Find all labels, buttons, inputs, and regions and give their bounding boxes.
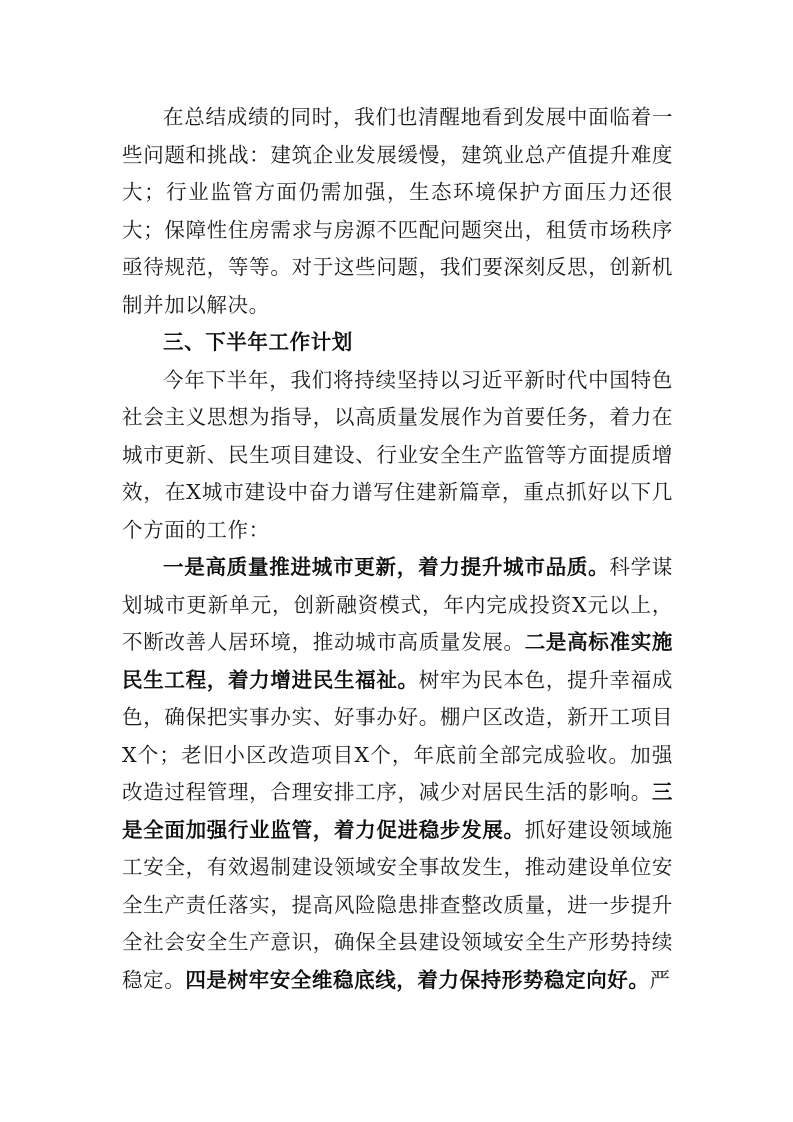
- paragraph-challenges: 在总结成绩的同时，我们也清醒地看到发展中面临着一些问题和挑战：建筑企业发展缓慢，建筑业总产值提升难度大；行业监管方面仍需加强，生态环境保护方面压力还很大；保障性住房需求与房源不匹配问题突出，租赁市场秩序亟待规范，等等。对于这些问题，我们要深刻反思，创新机制并加以解决。: [122, 105, 673, 317]
- item-4-body: 严: [649, 967, 671, 992]
- item-3-title: 三是全面加强行业监管，着力促进稳步发展。: [122, 780, 673, 842]
- paragraph-plan-items: [122, 549, 673, 999]
- item-3-body: 抓好建设领域施工安全，有效遏制建设领域安全事故发生，推动建设单位安全生产责任落实，提高风险隐患排查整改质量，进一步提升全社会安全生产意识，确保全县建设领域安全生产形势持续稳定。: [122, 817, 673, 992]
- item-2-title: 二是高标准实施民生工程，着力增进民生福祉。: [122, 630, 673, 692]
- section-heading: 三、下半年工作计划: [163, 330, 353, 354]
- item-4-title: 四是树牢安全维稳底线，着力保持形势稳定向好。: [185, 967, 650, 992]
- item-1-body: 科学谋划城市更新单元，创新融资模式，年内完成投资X元以上，不断改善人居环境，推动城市高质量发展。: [122, 555, 673, 654]
- paragraph-plan-intro: 今年下半年，我们将持续坚持以习近平新时代中国特色社会主义思想为指导，以高质量发展作为首要任务，着力在城市更新、民生项目建设、行业安全生产监管等方面提质增效，在X城市建设中奋力谱写住建新篇章，重点抓好以下几个方面的工作：: [122, 367, 673, 542]
- item-2-body: 树牢为民本色，提升幸福成色，确保把实事办实、好事办好。棚户区改造，新开工项目X个；老旧小区改造项目X个，年底前全部完成验收。加强改造过程管理，合理安排工序，减少对居民生活的影响。: [122, 667, 674, 804]
- document-page: [122, 99, 673, 999]
- item-1-title: 一是高质量推进城市更新，着力提升城市品质。: [163, 555, 610, 579]
